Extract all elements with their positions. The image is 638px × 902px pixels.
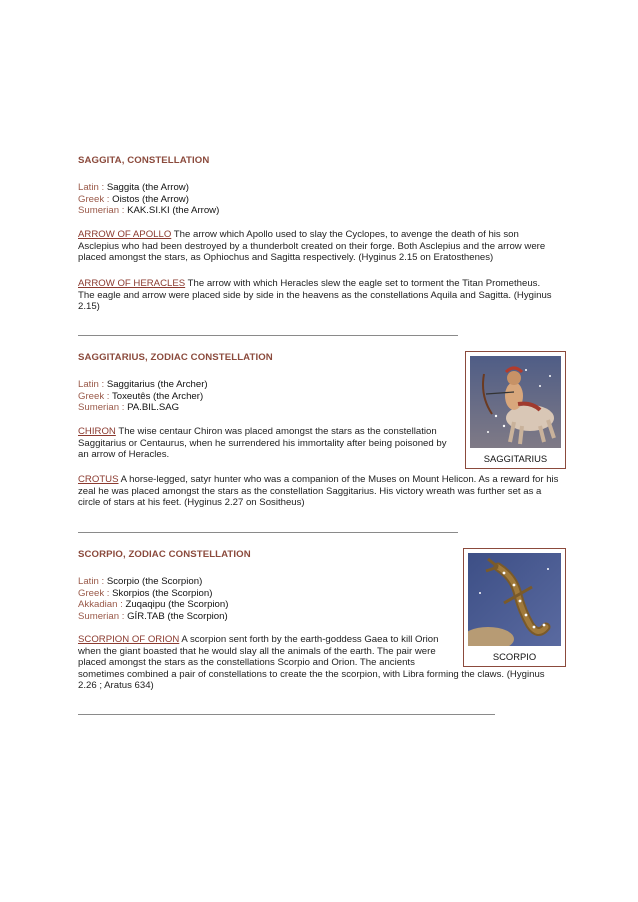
name-label: Greek : — [78, 587, 110, 599]
entry-crotus — [78, 474, 563, 509]
name-label: Greek : — [78, 193, 110, 205]
name-label: Latin : — [78, 576, 105, 587]
link-crotus[interactable]: CROTUS — [78, 474, 119, 485]
name-value: PA.BIL.SAG — [127, 402, 180, 413]
name-label: Greek : — [78, 390, 110, 402]
name-list-saggitarius — [78, 379, 208, 414]
figure-caption: SCORPIO — [492, 651, 537, 662]
entry-text: A horse-legged, satyr hunter who was a companion of the Muses on Mount Helicon. As a reward for his zeal he was placed amongst the stars as the constellation Saggitarius. His victory wreath was further set as a circle of stars at his feet. (Hyginus 2.27 on Sositheus) — [78, 474, 559, 508]
entry-text: A scorpion sent forth by the earth-goddess Gaea to kill Orion when the giant boasted that he would slay all the animals of the earth. The pair were placed amongst the stars as the constellations Scorpio and Orion. The ancients sometimes combined a pair of constellations to create the the scorpion, with Libra forming the claws. (Hyginus 2.26 ; Aratus 634) — [78, 634, 545, 691]
link-arrow-of-heracles[interactable]: ARROW OF HERACLES — [78, 278, 186, 289]
entry-text: The arrow with which Heracles slew the eagle set to torment the Titan Prometheus. The eagle and arrow were placed side by side in the heavens as the constellations Aquila and Sagitta. (Hyginus 2.15) — [78, 278, 552, 312]
name-value: Oistos (the Arrow) — [112, 193, 189, 205]
saggitarius-illustration — [470, 356, 561, 448]
section-divider — [78, 335, 458, 336]
section-title-saggita: SAGGITA, CONSTELLATION — [78, 155, 210, 166]
entry-text: The wise centaur Chiron was placed amongst the stars as the constellation Saggitarius or Centaurus, when he surrendered his immortality after being poisoned by an arrow of Heracles. — [78, 426, 447, 460]
name-label: Sumerian : — [78, 205, 125, 216]
entry-arrow-of-heracles — [78, 278, 556, 313]
scorpio-illustration — [468, 553, 561, 646]
name-value: Scorpio (the Scorpion) — [106, 576, 203, 587]
saggitarius-figure — [465, 351, 566, 469]
entry-text: The arrow which Apollo used to slay the Cyclopes, to avenge the death of his son Asclepius who had been destroyed by a thunderbolt created on their forge. Both Asclepius and the arrow were placed amongst the stars, as Ophiochus and Sagitta respectively. (Hyginus 2.15 on Eratosthenes) — [78, 229, 546, 263]
name-value: Saggita (the Arrow) — [106, 182, 189, 193]
link-arrow-of-apollo[interactable]: ARROW OF APOLLO — [78, 229, 172, 240]
section-title-scorpio: SCORPIO, ZODIAC CONSTELLATION — [78, 549, 251, 560]
name-list-scorpio — [78, 576, 228, 622]
name-value: KAK.SI.KI (the Arrow) — [127, 205, 220, 216]
name-value: Saggitarius (the Archer) — [106, 379, 208, 390]
link-scorpion-of-orion[interactable]: SCORPION OF ORION — [78, 634, 180, 645]
scorpio-figure — [463, 548, 566, 667]
figure-caption: SAGGITARIUS — [483, 453, 548, 464]
name-label: Latin : — [78, 182, 105, 193]
name-value: GÍR.TAB (the Scorpion) — [127, 610, 228, 622]
entry-arrow-of-apollo — [78, 229, 556, 264]
name-label: Akkadian : — [78, 599, 123, 610]
name-value: Toxeutês (the Archer) — [111, 390, 204, 402]
entry-chiron — [78, 426, 450, 461]
link-chiron[interactable]: CHIRON — [78, 426, 116, 437]
name-label: Sumerian : — [78, 610, 125, 622]
name-list-saggita — [78, 182, 219, 217]
section-divider — [78, 532, 458, 533]
section-divider — [78, 714, 495, 715]
section-title-saggitarius: SAGGITARIUS, ZODIAC CONSTELLATION — [78, 352, 273, 363]
name-value: Skorpios (the Scorpion) — [112, 587, 213, 599]
name-label: Latin : — [78, 379, 105, 390]
name-value: Zuqaqipu (the Scorpion) — [125, 599, 229, 610]
name-label: Sumerian : — [78, 402, 125, 413]
